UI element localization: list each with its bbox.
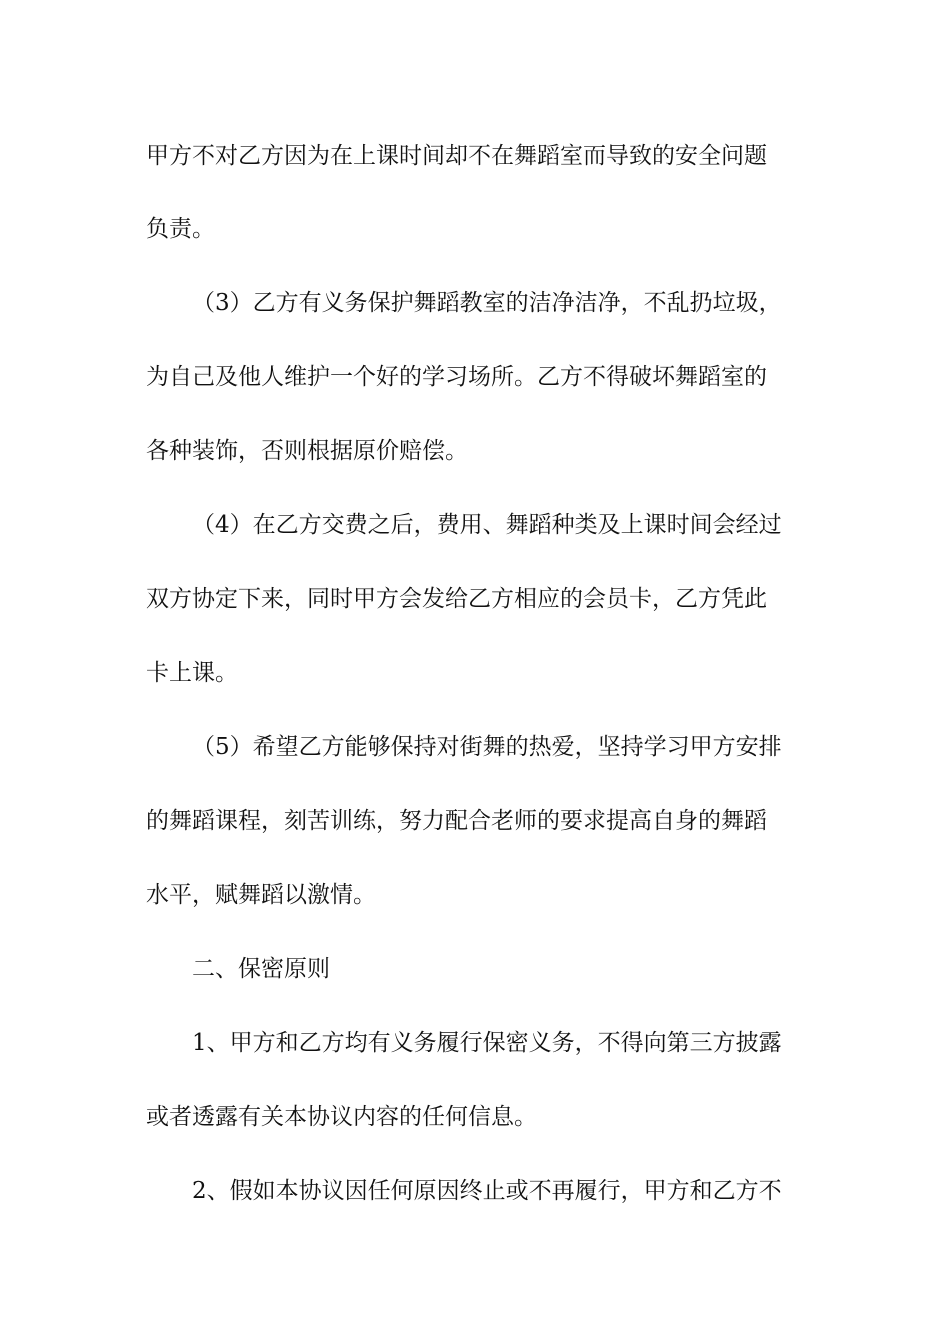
text-line: 为自己及他人维护一个好的学习场所。乙方不得破坏舞蹈室的 [146,364,767,390]
text-line: 卡上课。 [146,660,238,686]
text-line: （4）在乙方交费之后，费用、舞蹈种类及上课时间会经过 [192,512,782,538]
text-line: （5）希望乙方能够保持对街舞的热爱，坚持学习甲方安排 [192,734,782,760]
text-line: （3）乙方有义务保护舞蹈教室的洁净洁净，不乱扔垃圾， [192,290,782,316]
section-heading: 二、保密原则 [192,956,330,982]
text-line: 2、假如本协议因任何原因终止或不再履行，甲方和乙方不 [192,1178,782,1204]
text-line: 甲方不对乙方因为在上课时间却不在舞蹈室而导致的安全问题 [146,143,767,169]
text-line: 1、甲方和乙方均有义务履行保密义务，不得向第三方披露 [192,1030,782,1056]
text-line: 双方协定下来，同时甲方会发给乙方相应的会员卡，乙方凭此 [146,586,767,612]
text-line: 各种装饰，否则根据原价赔偿。 [146,438,468,464]
text-line: 水平，赋舞蹈以激情。 [146,882,376,908]
text-line: 或者透露有关本协议内容的任何信息。 [146,1104,537,1130]
text-line: 负责。 [146,216,215,242]
text-line: 的舞蹈课程，刻苦训练，努力配合老师的要求提高自身的舞蹈 [146,808,767,834]
